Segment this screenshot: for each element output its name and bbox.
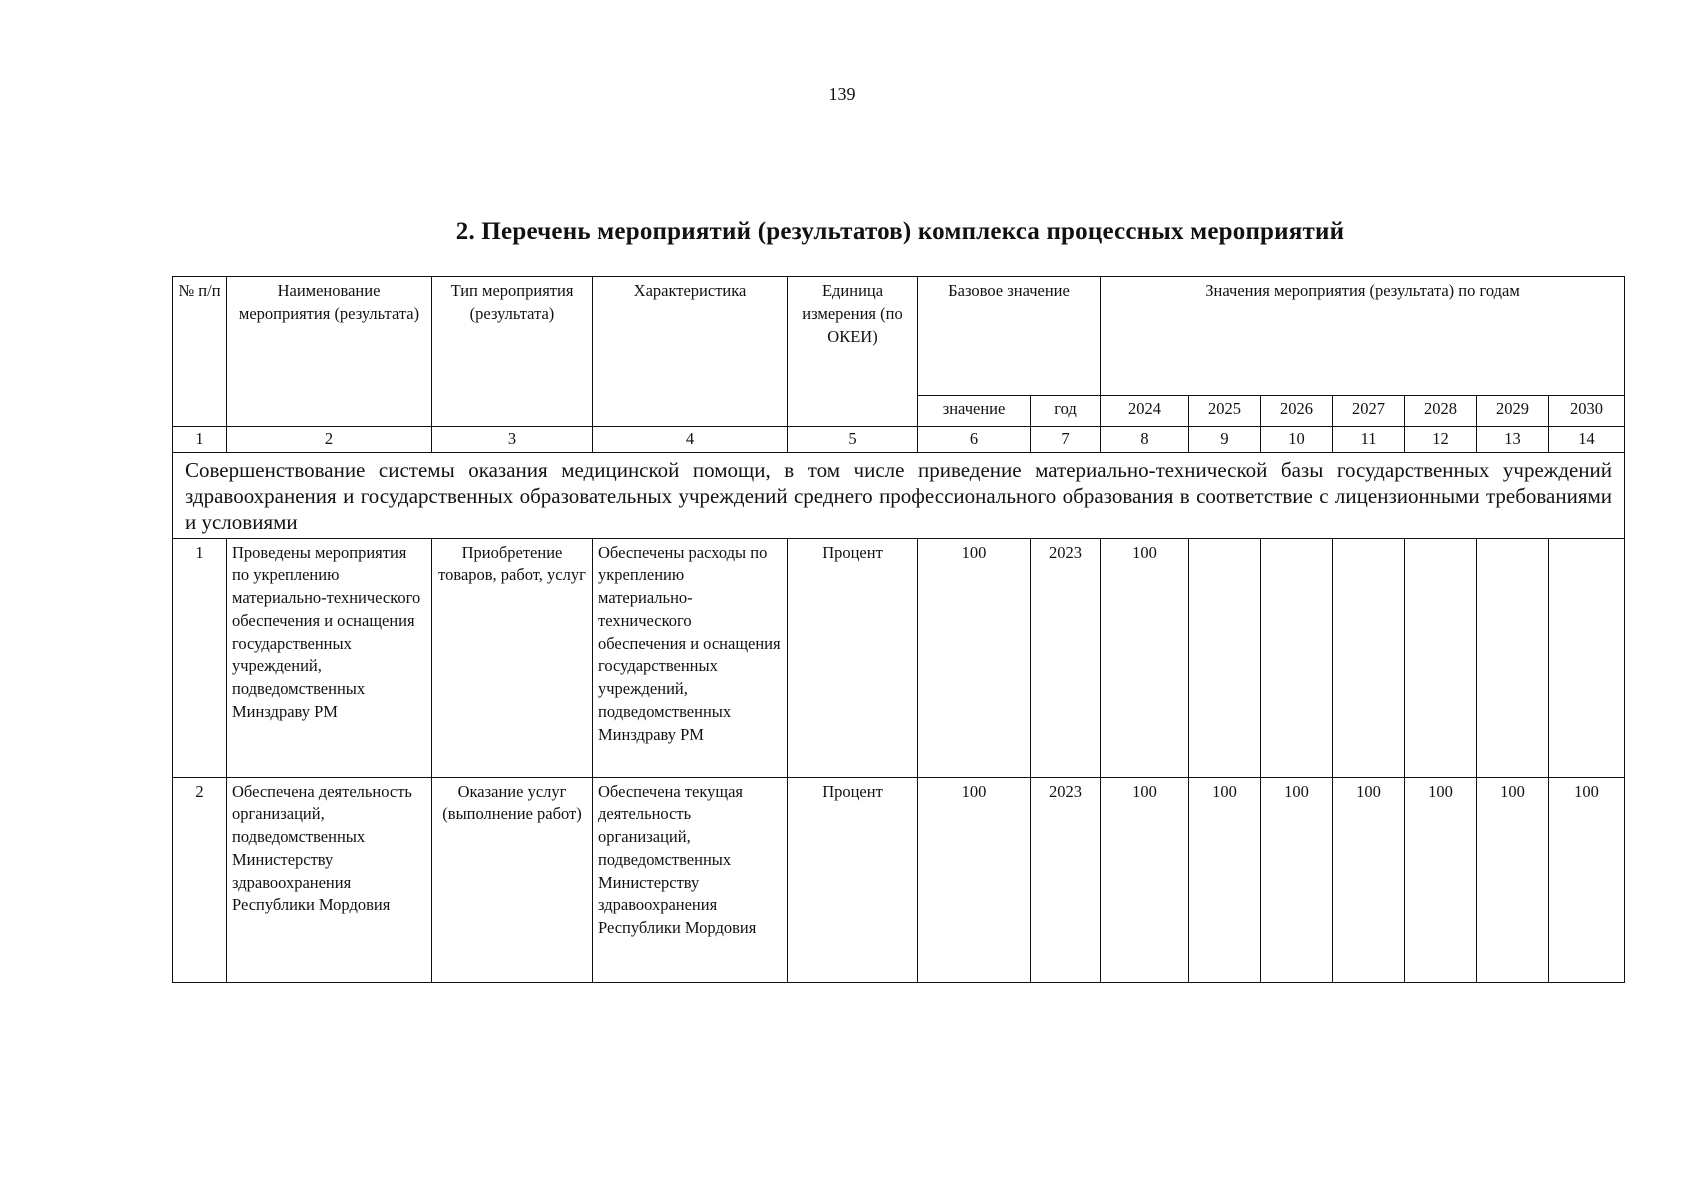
row-name: Обеспечена деятельность организаций, подведомственных Министерству здравоохранения Республики Мордовия — [227, 777, 432, 982]
measures-table — [172, 276, 1625, 983]
header-base-value-year: год — [1031, 396, 1101, 427]
column-number: 11 — [1333, 427, 1405, 453]
header-year: 2030 — [1549, 396, 1625, 427]
row-year-value: 100 — [1101, 777, 1189, 982]
header-year: 2029 — [1477, 396, 1549, 427]
header-name: Наименование мероприятия (результата) — [227, 277, 432, 427]
column-number: 9 — [1189, 427, 1261, 453]
row-year-value — [1261, 538, 1333, 777]
header-unit: Единица измерения (по ОКЕИ) — [788, 277, 918, 427]
column-number: 14 — [1549, 427, 1625, 453]
column-number: 8 — [1101, 427, 1189, 453]
row-year-value — [1477, 538, 1549, 777]
row-base-year: 2023 — [1031, 777, 1101, 982]
header-year: 2025 — [1189, 396, 1261, 427]
header-year: 2026 — [1261, 396, 1333, 427]
row-characteristic: Обеспечена текущая деятельность организаций, подведомственных Министерству здравоохранения Республики Мордовия — [593, 777, 788, 982]
column-number: 4 — [593, 427, 788, 453]
column-number: 5 — [788, 427, 918, 453]
header-type: Тип мероприятия (результата) — [432, 277, 593, 427]
row-base-value: 100 — [918, 538, 1031, 777]
table-row — [173, 777, 1625, 982]
row-unit: Процент — [788, 777, 918, 982]
header-row — [173, 277, 1625, 396]
row-name: Проведены мероприятия по укреплению материально-технического обеспечения и оснащения государственных учреждений, подведомственных Минздраву РМ — [227, 538, 432, 777]
column-number: 3 — [432, 427, 593, 453]
row-num: 2 — [173, 777, 227, 982]
column-number-row — [173, 427, 1625, 453]
column-number: 10 — [1261, 427, 1333, 453]
measures-table-container — [172, 276, 1624, 983]
section-row — [173, 452, 1625, 538]
header-num: № п/п — [173, 277, 227, 427]
header-base-value-value: значение — [918, 396, 1031, 427]
row-base-value: 100 — [918, 777, 1031, 982]
row-year-value: 100 — [1477, 777, 1549, 982]
row-year-value — [1549, 538, 1625, 777]
header-year: 2028 — [1405, 396, 1477, 427]
row-base-year: 2023 — [1031, 538, 1101, 777]
row-year-value — [1405, 538, 1477, 777]
row-type: Приобретение товаров, работ, услуг — [432, 538, 593, 777]
header-values-by-years: Значения мероприятия (результата) по годам — [1101, 277, 1625, 396]
row-characteristic: Обеспечены расходы по укреплению материально-технического обеспечения и оснащения государственных учреждений, подведомственных Минздраву РМ — [593, 538, 788, 777]
column-number: 1 — [173, 427, 227, 453]
row-year-value: 100 — [1261, 777, 1333, 982]
row-unit: Процент — [788, 538, 918, 777]
header-year: 2024 — [1101, 396, 1189, 427]
header-base-value: Базовое значение — [918, 277, 1101, 396]
row-year-value — [1189, 538, 1261, 777]
row-year-value: 100 — [1101, 538, 1189, 777]
section-title: Совершенствование системы оказания медицинской помощи, в том числе приведение материально-технической базы государственных учреждений здравоохранения и государственных образовательных учреждений среднего профессионального образования в соответствие с лицензионными требованиями и условиями — [173, 452, 1625, 538]
header-year: 2027 — [1333, 396, 1405, 427]
row-year-value: 100 — [1333, 777, 1405, 982]
column-number: 13 — [1477, 427, 1549, 453]
row-num: 1 — [173, 538, 227, 777]
table-row — [173, 538, 1625, 777]
page-number: 139 — [828, 84, 856, 104]
row-type: Оказание услуг (выполнение работ) — [432, 777, 593, 982]
row-year-value: 100 — [1189, 777, 1261, 982]
column-number: 12 — [1405, 427, 1477, 453]
document-title: 2. Перечень мероприятий (результатов) комплекса процессных мероприятий — [455, 218, 1345, 245]
column-number: 6 — [918, 427, 1031, 453]
row-year-value: 100 — [1405, 777, 1477, 982]
header-characteristic: Характеристика — [593, 277, 788, 427]
column-number: 7 — [1031, 427, 1101, 453]
column-number: 2 — [227, 427, 432, 453]
row-year-value: 100 — [1549, 777, 1625, 982]
row-year-value — [1333, 538, 1405, 777]
